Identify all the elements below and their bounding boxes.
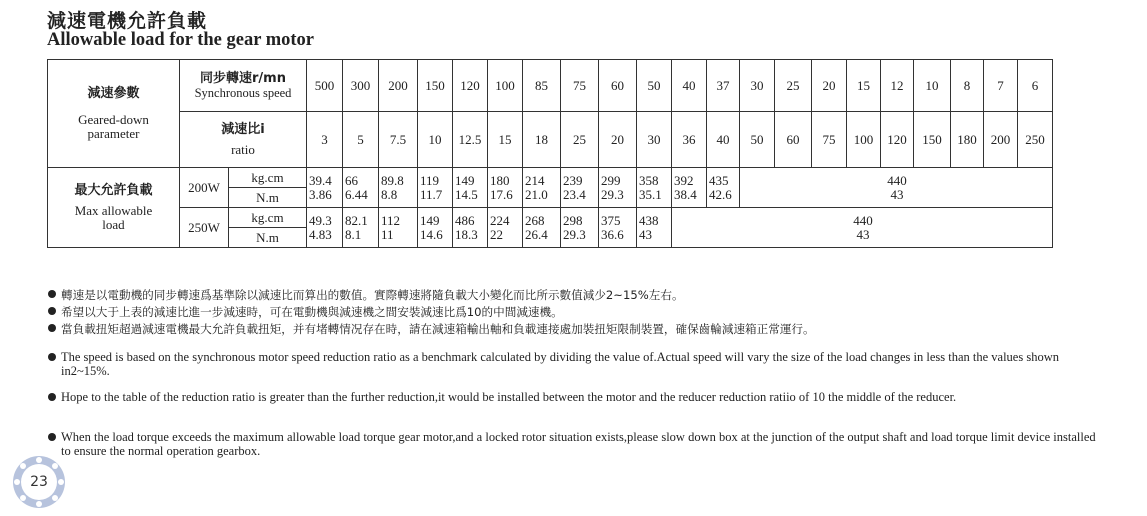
load-nm-value: 14.5	[455, 186, 478, 202]
load-nm-value: 29.3	[601, 186, 624, 202]
ratio-cell: 7.5	[379, 112, 418, 168]
load-nm-constant: 43	[890, 186, 904, 202]
load-value-cell	[672, 168, 707, 208]
load-nm-value: 14.6	[420, 226, 443, 242]
load-nm-value: 17.6	[490, 186, 513, 202]
load-kgcm-value: 112	[381, 212, 401, 228]
geared-down-header	[48, 60, 180, 168]
note-en-3-text: When the load torque exceeds the maximum allowable load torque gear motor,and a locked rotor situation exists,please slow down box at the junction of the output shaft and load torque limit device installed to ensure the normal operation gearbox.	[61, 430, 1096, 458]
load-kgcm-value: 299	[601, 172, 621, 188]
note-cn-1-text: 轉速是以電動機的同步轉速爲基準除以減速比而算出的數值。實際轉速將隨負載大小變化而比所示數值減少2~15%左右。	[61, 288, 684, 302]
ratio-cn: 減速比i	[221, 121, 265, 137]
load-nm-value: 8.8	[381, 186, 398, 202]
ratio-cell: 18	[523, 112, 561, 168]
sync-speed-cn: 同步轉速r/mn	[200, 70, 286, 86]
max-load-en: Max allowable load	[74, 202, 153, 232]
unit-cell-250w	[229, 208, 307, 248]
load-kgcm-value: 39.4	[309, 172, 332, 188]
load-kgcm-constant: 440	[853, 212, 873, 228]
load-kgcm-value: 180	[490, 172, 510, 188]
ratio-cell: 60	[775, 112, 812, 168]
load-kgcm-constant: 440	[887, 172, 907, 188]
speed-cell: 6	[1018, 60, 1053, 112]
note-en-3	[48, 430, 1108, 458]
ratio-cell: 180	[951, 112, 984, 168]
speed-cell: 30	[740, 60, 775, 112]
load-nm-value: 38.4	[674, 186, 697, 202]
speed-cell: 500	[307, 60, 343, 112]
load-value-cell	[343, 208, 379, 248]
load-value-cell	[379, 208, 418, 248]
load-nm-value: 4.83	[309, 226, 332, 242]
ratio-en: ratio	[231, 141, 255, 157]
speed-cell: 10	[914, 60, 951, 112]
speed-cell: 60	[599, 60, 637, 112]
sync-speed-en: Synchronous speed	[194, 85, 292, 100]
load-value-cell	[637, 208, 672, 248]
note-cn-1	[48, 287, 815, 304]
ratio-cell: 36	[672, 112, 707, 168]
unit-cell-200w	[229, 168, 307, 208]
note-en-1-text: The speed is based on the synchronous motor speed reduction ratio as a benchmark calculated by dividing the value of.Actual speed will vary the size of the load changes in less than the values shown in2~15%.	[61, 350, 1059, 378]
page-title-chinese: 減速電機允許負載	[47, 10, 208, 32]
load-value-cell	[343, 168, 379, 208]
load-value-cell	[637, 168, 672, 208]
load-value-cell	[418, 208, 453, 248]
bullet-icon	[48, 307, 56, 315]
speed-cell: 200	[379, 60, 418, 112]
load-kgcm-value: 66	[345, 172, 358, 188]
load-kgcm-value: 298	[563, 212, 583, 228]
load-nm-value: 35.1	[639, 186, 662, 202]
speed-cell: 300	[343, 60, 379, 112]
ratio-cell: 100	[847, 112, 881, 168]
speed-cell: 20	[812, 60, 847, 112]
page-number-badge	[13, 456, 65, 508]
ratio-cell: 25	[561, 112, 599, 168]
max-load-cn: 最大允許負載	[74, 182, 153, 198]
ratio-cell: 12.5	[453, 112, 488, 168]
load-value-cell	[707, 168, 740, 208]
bullet-icon	[48, 290, 56, 298]
sync-speed-header	[180, 60, 307, 112]
speed-cell: 15	[847, 60, 881, 112]
load-value-cell	[307, 208, 343, 248]
load-kgcm-value: 119	[420, 172, 440, 188]
load-value-cell	[488, 208, 523, 248]
unit-nm: N.m	[256, 230, 279, 245]
load-kgcm-value: 82.1	[345, 212, 368, 228]
speed-cell: 25	[775, 60, 812, 112]
speed-cell: 37	[707, 60, 740, 112]
load-value-cell	[453, 208, 488, 248]
ratio-cell: 5	[343, 112, 379, 168]
power-250w: 250W	[180, 208, 229, 248]
note-cn-2-text: 希望以大于上表的減速比進一步減速時，可在電動機與減速機之間安裝減速比爲10的中間減速機。	[61, 305, 563, 319]
load-kgcm-value: 438	[639, 212, 659, 228]
load-value-cell	[453, 168, 488, 208]
load-value-cell	[307, 168, 343, 208]
load-kgcm-value: 89.8	[381, 172, 404, 188]
load-kgcm-value: 375	[601, 212, 621, 228]
ratio-cell: 200	[984, 112, 1018, 168]
load-kgcm-value: 149	[455, 172, 475, 188]
ratio-cell: 150	[914, 112, 951, 168]
load-nm-value: 6.44	[345, 186, 368, 202]
geared-down-cn: 減速參數	[87, 85, 140, 101]
load-value-cell	[418, 168, 453, 208]
ratio-cell: 30	[637, 112, 672, 168]
speed-cell: 7	[984, 60, 1018, 112]
ratio-header	[180, 112, 307, 168]
load-nm-value: 29.3	[563, 226, 586, 242]
load-value-cell	[523, 168, 561, 208]
load-nm-value: 8.1	[345, 226, 362, 242]
load-nm-value: 26.4	[525, 226, 548, 242]
speed-cell: 150	[418, 60, 453, 112]
speed-cell: 120	[453, 60, 488, 112]
power-200w: 200W	[180, 168, 229, 208]
ratio-cell: 250	[1018, 112, 1053, 168]
load-kgcm-value: 149	[420, 212, 440, 228]
load-kgcm-value: 358	[639, 172, 659, 188]
allowable-load-table	[47, 59, 1053, 248]
ratio-cell: 50	[740, 112, 775, 168]
load-kgcm-value: 486	[455, 212, 475, 228]
note-en-2-text: Hope to the table of the reduction ratio is greater than the further reduction,it would be installed between the motor and the reducer reduction ratiio of 10 the middle of the reducer.	[61, 390, 957, 404]
bullet-icon	[48, 433, 56, 441]
bullet-icon	[48, 353, 56, 361]
note-en-2	[48, 390, 1108, 404]
load-nm-value: 42.6	[709, 186, 732, 202]
load-nm-value: 3.86	[309, 186, 332, 202]
unit-kgcm: kg.cm	[229, 208, 306, 228]
speed-cell: 8	[951, 60, 984, 112]
ratio-cell: 3	[307, 112, 343, 168]
ratio-cell: 120	[881, 112, 914, 168]
max-load-header	[48, 168, 180, 248]
load-value-cell	[561, 208, 599, 248]
ratio-cell: 40	[707, 112, 740, 168]
load-value-cell	[599, 168, 637, 208]
ratio-cell: 20	[599, 112, 637, 168]
page-number: 23	[21, 464, 57, 500]
unit-kgcm: kg.cm	[229, 168, 306, 188]
load-value-cell	[561, 168, 599, 208]
load-value-cell	[523, 208, 561, 248]
unit-nm: N.m	[256, 190, 279, 205]
load-kgcm-value: 49.3	[309, 212, 332, 228]
load-kgcm-value: 392	[674, 172, 694, 188]
load-kgcm-value: 239	[563, 172, 583, 188]
load-kgcm-value: 224	[490, 212, 510, 228]
load-value-cell	[379, 168, 418, 208]
load-nm-value: 21.0	[525, 186, 548, 202]
speed-cell: 75	[561, 60, 599, 112]
load-constant-cell	[740, 168, 1053, 208]
ratio-cell: 10	[418, 112, 453, 168]
load-nm-value: 22	[490, 226, 503, 242]
speed-cell: 100	[488, 60, 523, 112]
page-title-english: Allowable load for the gear motor	[47, 30, 315, 50]
bullet-icon	[48, 393, 56, 401]
load-nm-value: 36.6	[601, 226, 624, 242]
load-kgcm-value: 268	[525, 212, 545, 228]
load-value-cell	[599, 208, 637, 248]
note-cn-3-text: 當負載扭矩超過減速電機最大允許負載扭矩，并有堵轉情况存在時，請在減速箱輸出軸和負載連接處加裝扭矩限制裝置，確保齒輪減速箱正常運行。	[61, 322, 815, 336]
speed-cell: 50	[637, 60, 672, 112]
note-cn-2	[48, 304, 815, 321]
note-en-1	[48, 350, 1108, 378]
geared-down-en: Geared-down parameter	[78, 111, 149, 141]
load-nm-value: 23.4	[563, 186, 586, 202]
speed-cell: 12	[881, 60, 914, 112]
ratio-cell: 15	[488, 112, 523, 168]
speed-cell: 85	[523, 60, 561, 112]
load-nm-value: 11.7	[420, 186, 443, 202]
notes-chinese	[48, 287, 815, 338]
load-constant-cell	[672, 208, 1053, 248]
load-nm-value: 43	[639, 226, 652, 242]
speed-cell: 40	[672, 60, 707, 112]
load-nm-value: 18.3	[455, 226, 478, 242]
ratio-cell: 75	[812, 112, 847, 168]
load-kgcm-value: 435	[709, 172, 729, 188]
load-value-cell	[488, 168, 523, 208]
bullet-icon	[48, 324, 56, 332]
note-cn-3	[48, 321, 815, 338]
load-kgcm-value: 214	[525, 172, 545, 188]
load-nm-value: 11	[381, 226, 394, 242]
load-nm-constant: 43	[856, 226, 870, 242]
